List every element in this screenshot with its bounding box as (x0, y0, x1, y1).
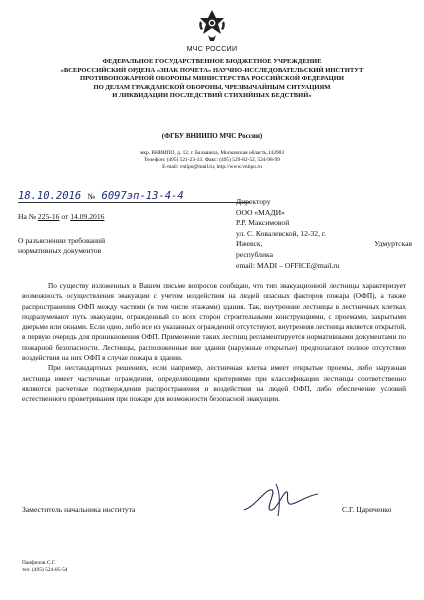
subject (18, 236, 178, 256)
header-line: И ЛИКВИДАЦИИ ПОСЛЕДСТВИЙ СТИХИЙНЫХ БЕДСТВИЙ» (112, 92, 312, 100)
header-line: «ВСЕРОССИЙСКИЙ ОРДЕНА «ЗНАК ПОЧЕТА» НАУЧНО-ИССЛЕДОВАТЕЛЬСКИЙ ИНСТИТУТ (60, 66, 364, 74)
recipient-block (236, 197, 412, 271)
reference-no-label: На № (18, 212, 36, 221)
recipient-organization: ООО «МАДИ» (236, 207, 285, 217)
address-block (0, 150, 424, 172)
signatory-name: С.Г. Цариченко (342, 505, 392, 514)
executor-name: Панфилов С.Г. (22, 560, 56, 566)
body-paragraph: При нестандартных решениях, если например, лестничная клетка имеет открытые проемы, либо наружная лестница имеет частичные ограждения, определяющими критериями при классификации лестницы соответственно являются расчетные подтверждения распространения и воздействия на людей ОФП, либо обеспечение условий естественного проветривания при пожаре для возможности безопасной эвакуации. (22, 363, 406, 404)
institution-short-name: (ФГБУ ВНИИПО МЧС России) (161, 132, 263, 140)
recipient-region-cont: республика (236, 249, 273, 259)
registration-stamp (18, 190, 184, 202)
registration-no-label: № (87, 192, 96, 201)
registration-date: 18.10.2016 (18, 190, 82, 202)
header-line: ПО ДЕЛАМ ГРАЖДАНСКОЙ ОБОРОНЫ, ЧРЕЗВЫЧАЙНЫМ СИТУАЦИЯМ (93, 83, 331, 91)
address-line: E-mail: vniipo@mail.ru; http://www.vniipo.ru (162, 164, 262, 171)
subject-line: нормативных документов (18, 246, 102, 255)
letter-body (22, 281, 406, 405)
body-paragraph: По существу изложенных в Вашем письме вопросов сообщаю, что тип эвакуационной лестницы характеризует возможность осуществления эвакуации с учетом воздействия на людей опасных факторов пожара (ОФП), а также распространения ОФП между частями (в том числе этажами) здания. Так, внутренние лестницы в лестничных клетках подразумевают путь эвакуации, огражденный со всех сторон строительными конструкциями, с проемами, закрытыми дверьми или окнами. Если одно, либо все из указанных ограждений отсутствуют, внутренняя лестница является открытой, в первую очередь для проникновения ОФП. Применение таких лестниц регламентируется нормативными документами по пожарной безопасности. Лестницы, расположенные вне здания (наружные открытые) предполагают полное отсутствие воздействия на них ОФП в случае пожара в здании. (22, 281, 406, 363)
registration-number: 6097эп-13-4-4 (101, 190, 184, 202)
subject-line: О разъяснении требований (18, 236, 106, 245)
address-line: Телефон: (495) 521-23-33. Факс: (495) 529-82-52, 524-98-99 (144, 157, 280, 164)
handwritten-signature (236, 480, 326, 520)
address-line: мкр. ВНИИПО, д. 12, г. Балашиха, Московская область,143903 (139, 150, 285, 156)
reference-date: 14.09.2016 (70, 212, 105, 221)
recipient-city: Ижевск, (236, 239, 263, 249)
recipient-city-row (236, 239, 412, 250)
recipient-name: Р.Р. Максимовой (236, 218, 290, 228)
reference-number: 225-16 (37, 212, 60, 221)
reference-from-label: от (61, 212, 69, 221)
recipient-region: Удмуртская (374, 239, 412, 249)
recipient-position: Директору (236, 197, 271, 206)
emergency-ministry-emblem-icon (196, 8, 228, 42)
registration-underline (18, 202, 250, 203)
recipient-street: ул. С. Ковалевской, 12-32, г. (236, 228, 327, 238)
signatory-position: Заместитель начальника института (22, 505, 136, 514)
executor-block (22, 560, 68, 574)
reference-line (18, 212, 104, 221)
institution-header (0, 58, 424, 101)
header-line: ПРОТИВОПОЖАРНОЙ ОБОРОНЫ МИНИСТЕРСТВА РОССИЙСКОЙ ФЕДЕРАЦИИ (79, 75, 345, 83)
recipient-email[interactable]: email: MADI – OFFICE@mail.ru (236, 260, 340, 270)
executor-phone: тел. (495) 524-85-54 (22, 567, 68, 573)
agency-label: МЧС РОССИИ (186, 46, 238, 53)
header-line: ФЕДЕРАЛЬНОЕ ГОСУДАРСТВЕННОЕ БЮДЖЕТНОЕ УЧРЕЖДЕНИЕ (102, 58, 322, 65)
